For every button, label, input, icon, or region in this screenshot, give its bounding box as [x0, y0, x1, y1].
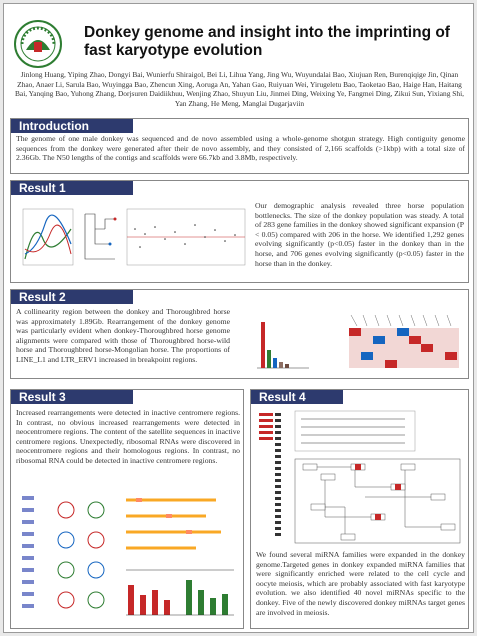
- poster-title: Donkey genome and insight into the imprinting of fast karyotype evolution: [84, 24, 450, 59]
- result1-figure-graphic: [15, 199, 249, 279]
- introduction-text: The genome of one male donkey was sequenced and de novo assembled using a whole-genome shotgun strategy. High contiguity genome sequences from the donkey were generated after their de novo assembly, and they consisted of 2,166 scaffolds (>1kbp) with a total size of 2.36Gb. The N50 lengths of the contigs and scaffolds were 66.7kb and 3.8Mb, respectively.: [16, 134, 465, 163]
- result1-heading: Result 1: [11, 181, 133, 195]
- result4-panel: [250, 389, 469, 629]
- introduction-heading: Introduction: [11, 119, 133, 133]
- result4-text: We found several miRNA families were expanded in the donkey genome.Targeted genes in donkey expanded miRNA families that were significantly enriched were related to the cell cycle and oocyte meiosis, which are probably associated with fast karyotype evolution. we also identified 40 novel miRNAs specific to the donkey. Five of the newly discovered donkey miRNAs target genes are involved in meiosis.: [256, 550, 465, 617]
- result1-panel: [10, 180, 469, 283]
- result3-heading: Result 3: [11, 390, 133, 404]
- result2-panel: [10, 289, 469, 379]
- result2-figure-graphic: [239, 310, 464, 376]
- result4-figure: [255, 407, 466, 547]
- result2-heading: Result 2: [11, 290, 133, 304]
- university-logo: [14, 20, 62, 68]
- result2-text: A collinearity region between the donkey and Thoroughbred horse was approximately 1.89Gb. Rearrangement of the donkey genome was particularly evident when donkey-Thoroughbred horse genome alignments were compared with those of Thoroughbred horse-wild horse and Thoroughbred horse-Mongolian horse. The proportions of LINE_L1 and LTR_ERV1 increased in breakpoint regions.: [16, 307, 230, 364]
- introduction-panel: [10, 118, 469, 174]
- result1-figure: [15, 199, 249, 279]
- result3-figure-graphic: [16, 490, 240, 625]
- result3-text: Increased rearrangements were detected in inactive centromere regions. In contrast, no obvious increased rearrangements were detected in neocentromere regions. The content of the satellite sequences in inactive centromere regions. Unexpectedly, ribosomal RNAs were discovered in neocentromere regions and their homologous regions. In contrast, no ribosomal RNA could be detected in inactive centromere regions.: [16, 408, 240, 465]
- result4-figure-graphic: [255, 407, 466, 547]
- result4-heading: Result 4: [251, 390, 343, 404]
- result3-panel: [10, 389, 244, 629]
- result2-figure: [239, 310, 464, 376]
- result1-text: Our demographic analysis revealed three horse population bottlenecks. The size of the donkey population was steady. A total of 283 gene families in the donkey showed significant expansion (P < 0.05) compared with 206 in the horse. We identified 1,292 genes evolving significantly (p<0.05) faster in the donkey than in the horse, and 706 genes evolving significantly (p<0.05) faster in the horse than in the donkey.: [255, 201, 464, 268]
- result3-figure: [16, 490, 240, 625]
- author-list: Jinlong Huang, Yiping Zhao, Dongyi Bai, Wunierfu Shiraigol, Bei Li, Lihua Yang, Jing Wu, Wuyundalai Bao, Xiujuan Ren, Burenqiqige Jin, Qinan Zhao, Anaer Li, Sarula Bao, Wuyingga Bao, Zhencun Xing, Aoruga An, Yahan Gao, Ruiyuan Wei, Yirugeletu Bao, Taoketao Bao, Haige Han, Haitang Bai, Yanqing Bao, Yuhong Zhang, Dorjsuren Daidiikhuu, Wenjing Zhao, Shuyun Liu, Jinmei Ding, Weixing Ye, Fangmei Ding, Zikui Sun, Yixiang Shi, Yan Zhang, He Meng, Manglai Dugarjaviin: [14, 70, 464, 108]
- poster: [3, 3, 474, 633]
